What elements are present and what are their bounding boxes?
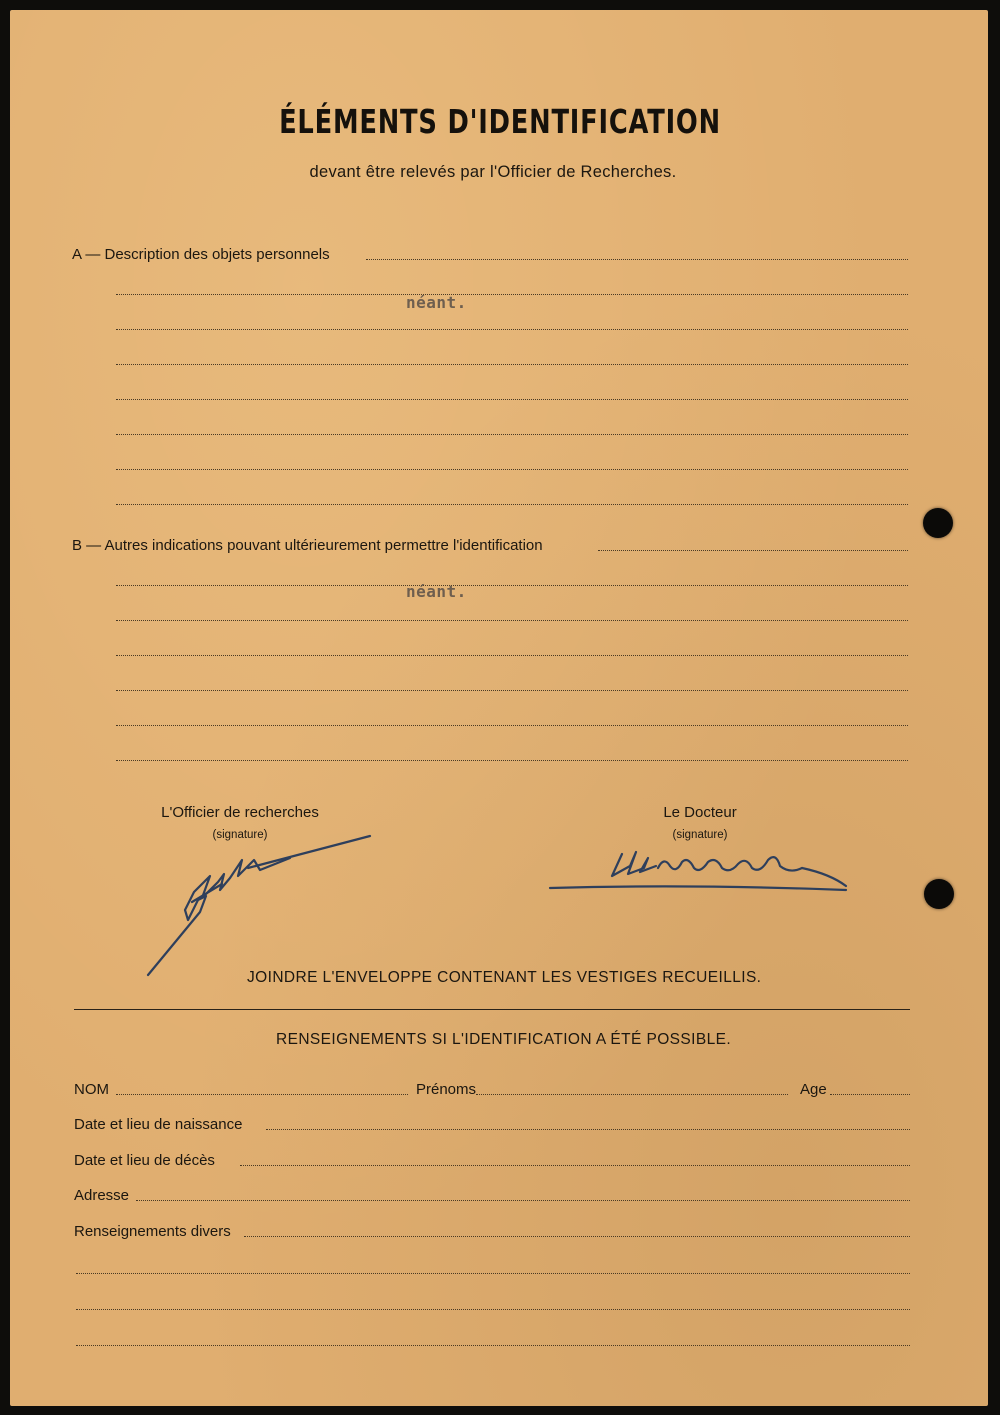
section-b-label: B — Autres indications pouvant ultérieurement permettre l'identification <box>72 537 543 554</box>
section-b-line-6[interactable] <box>116 725 908 726</box>
officer-signature-note: (signature) <box>212 829 268 841</box>
section-divider <box>74 1009 910 1010</box>
prenoms-label: Prénoms <box>416 1081 477 1098</box>
officer-signature <box>130 830 390 990</box>
doctor-signature <box>540 838 860 903</box>
age-label: Age <box>800 1081 827 1098</box>
form-subtitle: devant être relevés par l'Officier de Recherches. <box>309 163 677 181</box>
death-label: Date et lieu de décès <box>74 1152 215 1169</box>
section-a-line-5[interactable] <box>116 399 908 400</box>
envelope-instruction: JOINDRE L'ENVELOPPE CONTENANT LES VESTIGES RECUEILLIS. <box>247 969 762 986</box>
misc-field-line-2[interactable] <box>76 1273 910 1274</box>
section-b-line-7[interactable] <box>116 760 908 761</box>
section-a-label: A — Description des objets personnels <box>72 246 330 263</box>
misc-field-line-4[interactable] <box>76 1345 910 1346</box>
nom-label: NOM <box>74 1081 109 1098</box>
form-title: ÉLÉMENTS D'IDENTIFICATION <box>279 102 721 141</box>
misc-field-line-3[interactable] <box>76 1309 910 1310</box>
section-a-typed-value: néant. <box>406 293 467 312</box>
section-a-line-4[interactable] <box>116 364 908 365</box>
misc-field-line-1[interactable] <box>244 1236 910 1237</box>
address-label: Adresse <box>74 1187 130 1204</box>
section-b-line-2[interactable] <box>116 585 908 586</box>
death-field[interactable] <box>240 1165 910 1166</box>
doctor-signature-note: (signature) <box>672 829 728 841</box>
section-b-line-4[interactable] <box>116 655 908 656</box>
address-field[interactable] <box>136 1200 910 1201</box>
birth-field[interactable] <box>266 1129 910 1130</box>
punch-hole-bottom <box>924 879 954 909</box>
section-a-line-6[interactable] <box>116 434 908 435</box>
officer-title: L'Officier de recherches <box>161 804 319 821</box>
section-b-line-3[interactable] <box>116 620 908 621</box>
identification-heading: RENSEIGNEMENTS SI L'IDENTIFICATION A ÉTÉ POSSIBLE. <box>276 1031 732 1048</box>
misc-label: Renseignements divers <box>74 1223 231 1240</box>
section-a-line-7[interactable] <box>116 469 908 470</box>
age-field[interactable] <box>830 1094 910 1095</box>
section-a-line-3[interactable] <box>116 329 908 330</box>
doctor-title: Le Docteur <box>663 804 737 821</box>
section-a-line-1[interactable] <box>366 259 908 260</box>
section-a-line-2[interactable] <box>116 294 908 295</box>
form-page <box>10 10 988 1406</box>
prenoms-field[interactable] <box>476 1094 788 1095</box>
nom-field[interactable] <box>116 1094 408 1095</box>
section-b-line-5[interactable] <box>116 690 908 691</box>
punch-hole-top <box>923 508 953 538</box>
section-b-typed-value: néant. <box>406 582 467 601</box>
section-a-line-8[interactable] <box>116 504 908 505</box>
section-b-line-1[interactable] <box>598 550 908 551</box>
birth-label: Date et lieu de naissance <box>74 1116 243 1133</box>
